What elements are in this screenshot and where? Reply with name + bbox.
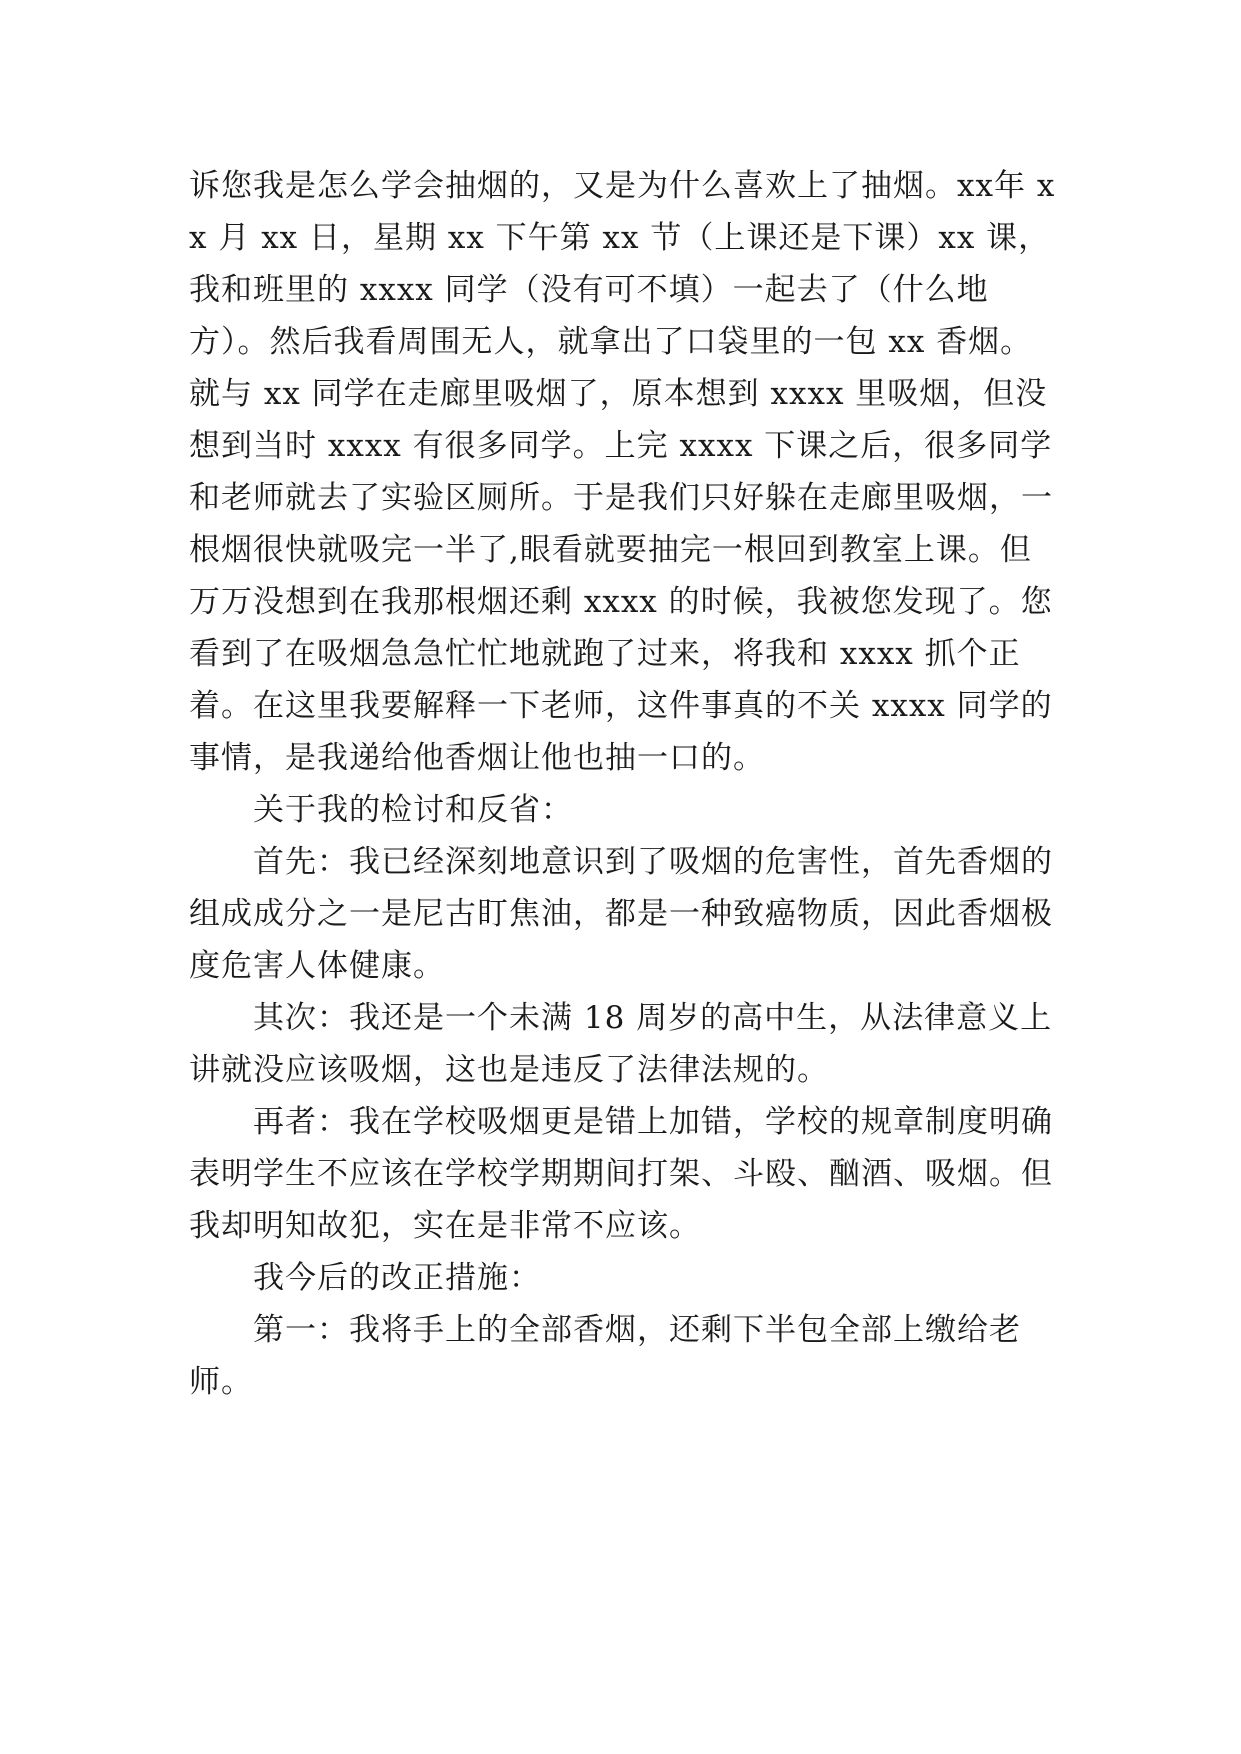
paragraph-first-point: 首先：我已经深刻地意识到了吸烟的危害性，首先香烟的组成成分之一是尼古盯焦油，都是一种致癌物质，因此香烟极度危害人体健康。 [189,844,1053,984]
paragraph-third-point: 再者：我在学校吸烟更是错上加错，学校的规章制度明确表明学生不应该在学校学期期间打架、斗殴、酗酒、吸烟。但我却明知故犯，实在是非常不应该。 [189,1104,1053,1244]
paragraph-correction-heading: 我今后的改正措施： [253,1260,541,1296]
paragraph-correction-first: 第一：我将手上的全部香烟，还剩下半包全部上缴给老师。 [189,1312,1021,1400]
paragraph-second-point: 其次：我还是一个未满 18 周岁的高中生，从法律意义上讲就没应该吸烟，这也是违反了法律法规的。 [189,1000,1053,1088]
paragraph-narrative: 诉您我是怎么学会抽烟的，又是为什么喜欢上了抽烟。xx年 xx 月 xx 日，星期 xx 下午第 xx 节（上课还是下课）xx 课，我和班里的 xxxx 同学（没有可不填）一起去了（什么地方）。然后我看周围无人，就拿出了口袋里的一包 xx 香烟。就与 xx 同学在走廊里吸烟了，原本想到 xxxx 里吸烟，但没想到当时 xxxx 有很多同学。上完 xxxx 下课之后，很多同学和老师就去了实验区厕所。于是我们只好躲在走廊里吸烟，一根烟很快就吸完一半了,眼看就要抽完一根回到教室上课。但万万没想到在我那根烟还剩 xxxx 的时候，我被您发现了。您看到了在吸烟急急忙忙地就跑了过来，将我和 xxxx 抓个正着。在这里我要解释一下老师，这件事真的不关 xxxx 同学的事情，是我递给他香烟让他也抽一口的。 [189,168,1056,776]
paragraph-reflection-heading: 关于我的检讨和反省： [253,792,573,828]
document-body [189,160,1059,1408]
